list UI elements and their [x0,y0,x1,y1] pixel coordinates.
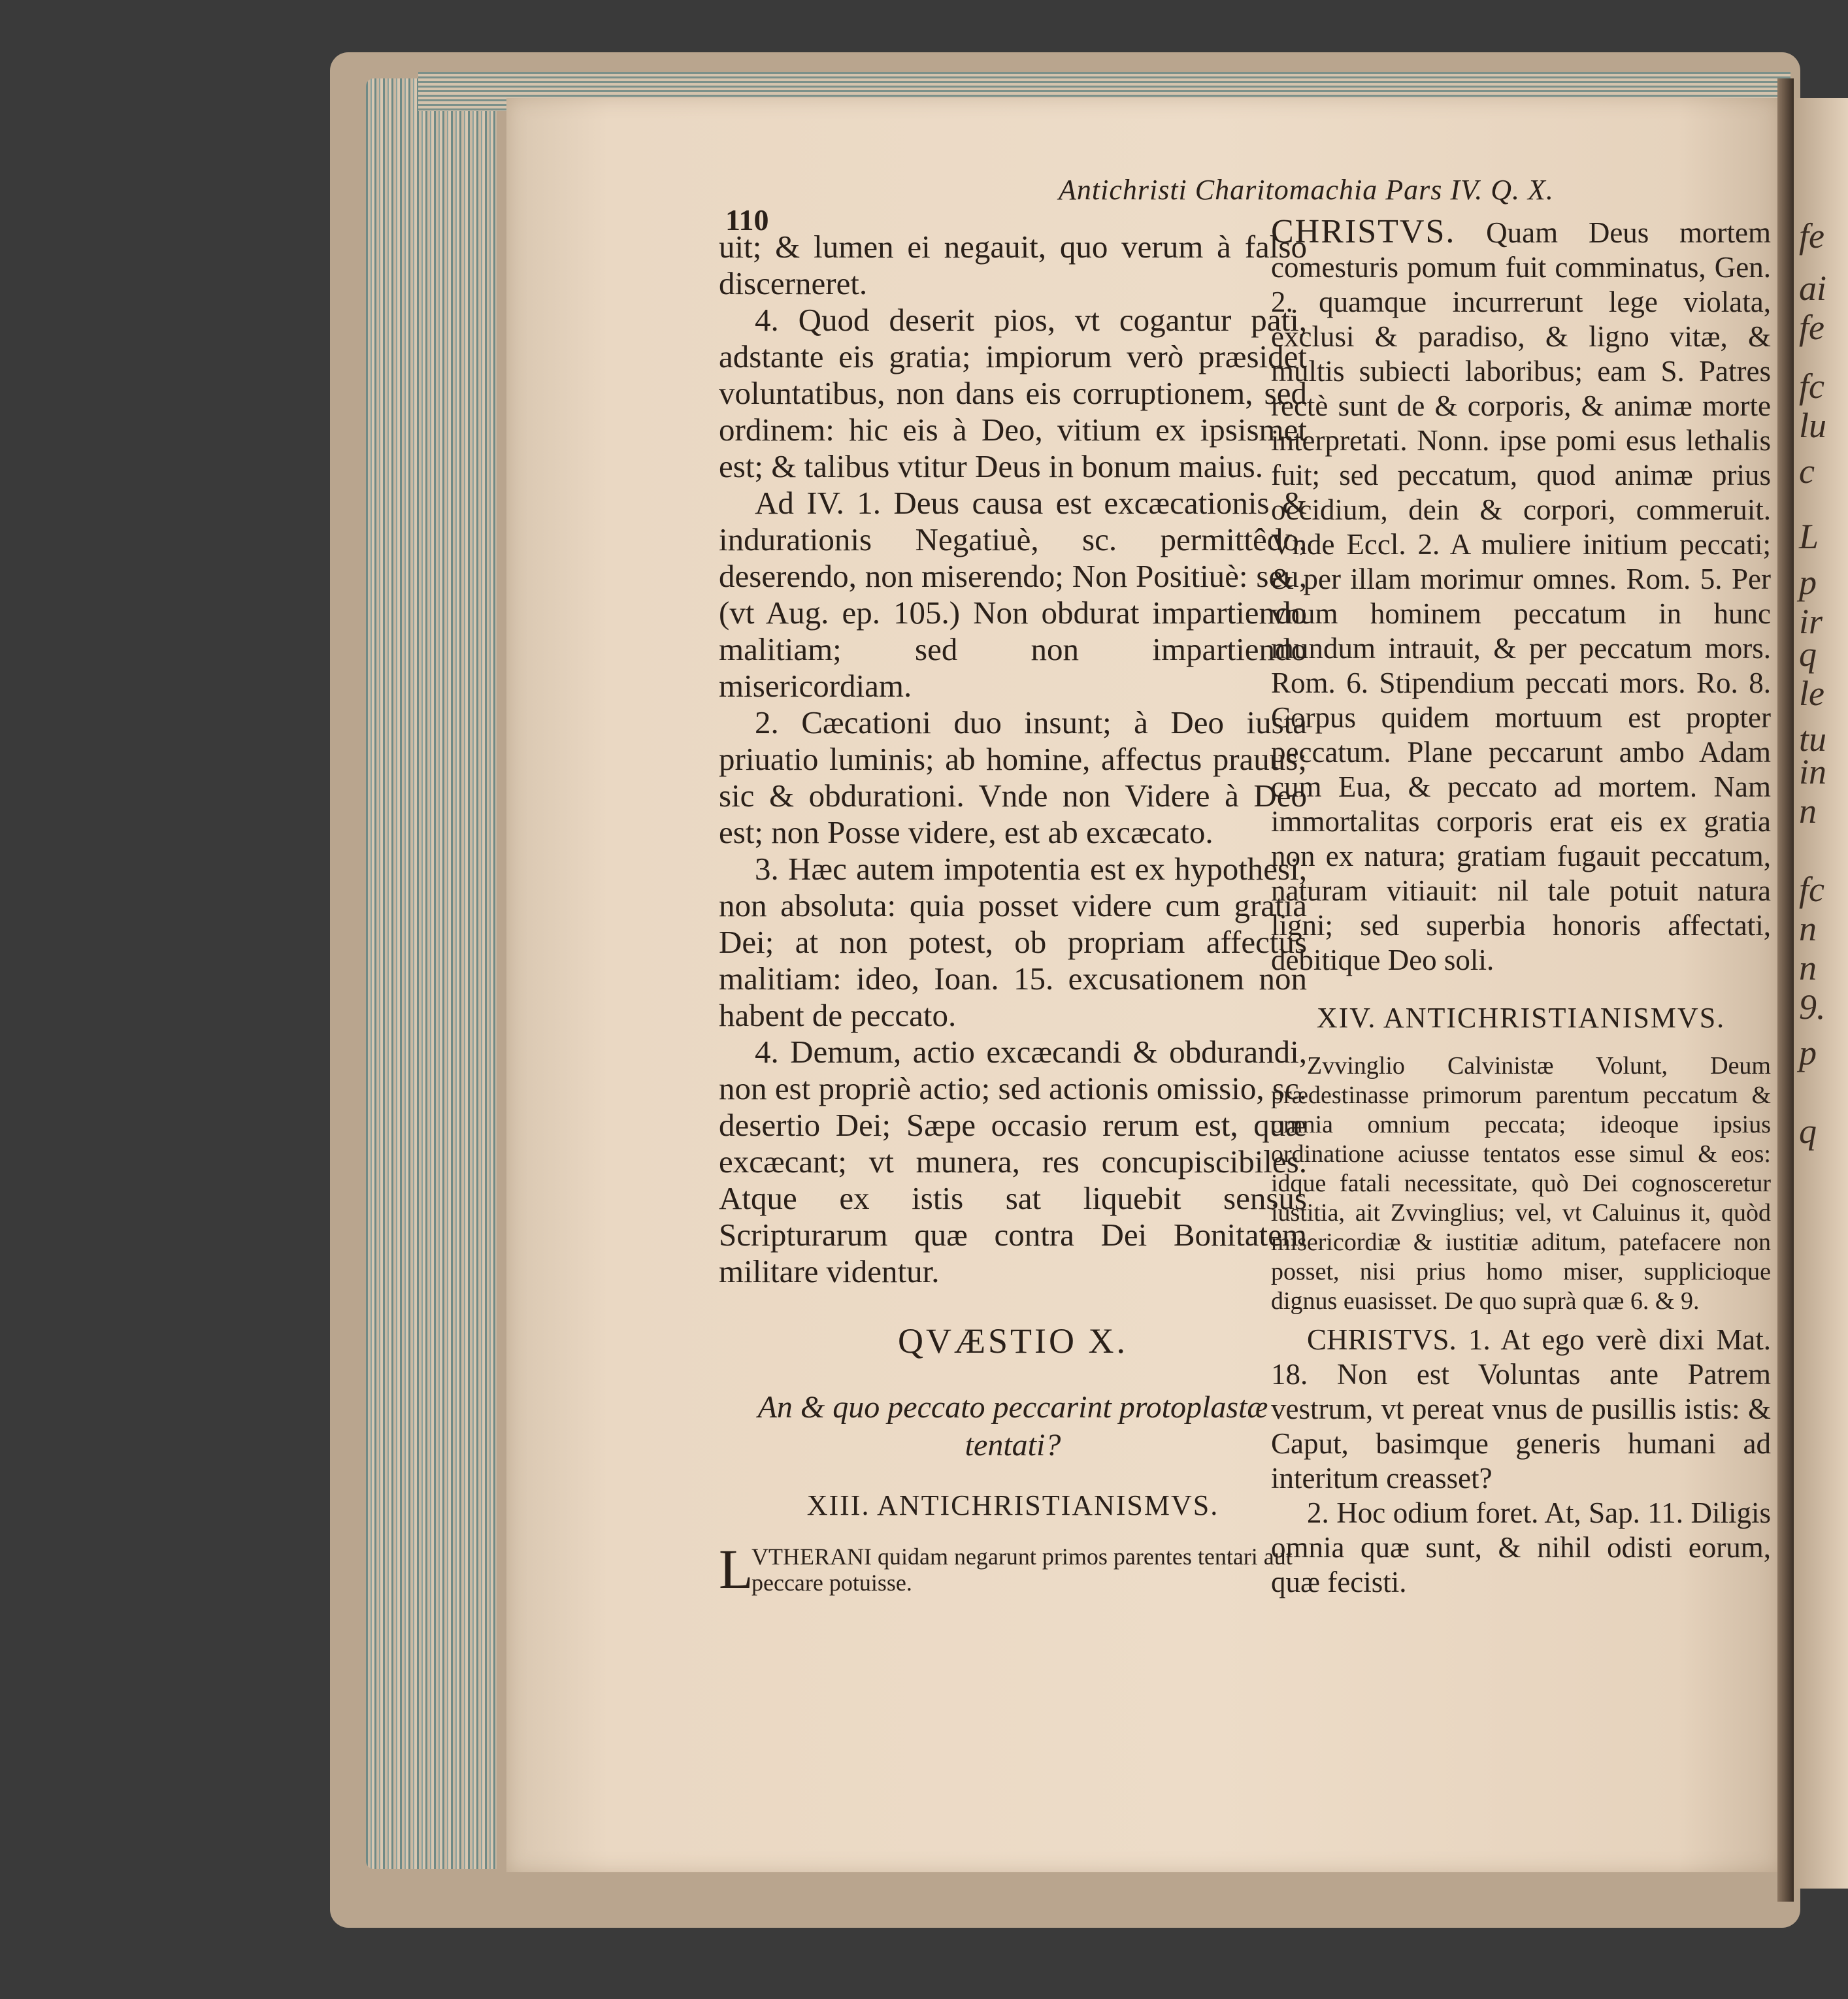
facing-page-fragment: ai [1799,269,1827,308]
facing-page-fragment: n [1799,791,1817,831]
page-edges-side [366,78,497,1869]
facing-page-fragment: fc [1799,367,1824,406]
right-paragraph: 2. Hoc odium foret. At, Sap. 11. Diligis omnia quæ sunt, & nihil odisti eorum, quæ fecisti. [1271,1496,1771,1598]
small-paragraph: Zvvinglio Calvinistæ Volunt, Deum prædestinasse primorum parentum peccatum & omnia omnium peccata; ideoque ipsius ordinatione aciusse tentatos esse simul & eos: idque fatali necessitate, quò Dei cognosceretur iustitia, ait Zvvinglius; vel, vt Caluinus it, quòd misericordiæ & iustitiæ aditum, patefacere non posset, nisi prius homo miser, supplicioque dignus euasisset. De quo suprà quæ 6. & 9. [1271,1052,1771,1315]
question-subtitle: An & quo peccato peccarint protoplastæ tentati? [757,1390,1268,1462]
facing-page-fragment: fc [1799,870,1824,909]
left-column [719,229,1307,1600]
section-heading: XIII. ANTICHRISTIANISMVS. [806,1489,1219,1521]
running-head: Antichristi Charitomachia Pars IV. Q. X. [1059,174,1554,206]
left-paragraph: 3. Hæc autem impotentia est ex hypothesi, non absoluta: quia posset videre cum gratia Dei; at non potest, ob propriam affectus malitiam: ideo, Ioan. 15. excusationem non habent de peccato. [719,851,1307,1033]
facing-page-fragment: fe [1799,308,1824,347]
left-paragraph: 4. Quod deserit pios, vt cogantur pati, adstante eis gratia; impiorum verò præsidet voluntatibus, non dans eis corruptionem, sed ordinem: hic eis à Deo, vitium ex ipsismet est; & talibus vtitur Deus in bonum maius. [719,302,1307,484]
christus-heading: CHRISTVS. [1271,213,1456,250]
right-column [1271,214,1771,1600]
facing-page-fragment: c [1799,452,1815,491]
facing-page-fragment: le [1799,674,1824,713]
facing-page-fragment: L [1799,517,1819,556]
right-paragraph: 1. At ego verè dixi Mat. 18. Non est Voluntas ante Patrem vestrum, vt pereat vnus de pusillis istis: & Caput, basimque generis humani ad interitum creasset? [1271,1323,1772,1495]
drop-capital: L [719,1538,753,1600]
facing-page-fragment: 9. [1799,987,1826,1027]
facing-page-fragment: in [1799,752,1827,791]
facing-page-edge [1794,98,1848,1889]
book-gutter [1777,78,1794,1902]
facing-page-fragment: fe [1799,216,1824,256]
opening-paragraph [719,1538,1307,1600]
christus-heading: CHRISTVS. [1307,1323,1457,1356]
left-paragraph: 4. Demum, actio excæcandi & obdurandi, non est propriè actio; sed actionis omissio, sc. desertio Dei; Sæpe occasio rerum est, quæ excæcant; vt munera, res concupiscibiles. Atque ex istis sat liquebit sensus Scripturarum quæ contra Dei Bonitatem militare videntur. [719,1034,1307,1289]
facing-page-fragment: ir [1799,602,1823,641]
opening-text: VTHERANI quidam negarunt primos parentes tentari aut peccare potuisse. [751,1544,1293,1596]
facing-page-fragment: tu [1799,719,1827,759]
facing-page-fragment: p [1799,1033,1817,1072]
folio-number: 110 [725,203,769,237]
left-paragraph: 2. Cæcationi duo insunt; à Deo iusta priuatio luminis; ab homine, affectus prauus; sic & obdurationi. Vnde non Videre à Deo est; non Posse videre, est ab excæcato. [719,704,1307,850]
section-heading: XIV. ANTICHRISTIANISMVS. [1316,1002,1726,1034]
facing-page-fragment: q [1799,1112,1817,1151]
facing-page-fragment: p [1799,563,1817,602]
left-paragraph: Ad IV. 1. Deus causa est excæcationis & indurationis Negatiuè, sc. permittêdo, deserendo, non miserendo; Non Positiuè: seu, (vt Aug. ep. 105.) Non obdurat impartiendo malitiam; sed non impartiendo misericordiam. [719,485,1307,704]
question-title: QVÆSTIO X. [897,1321,1128,1361]
facing-page-fragment: n [1799,948,1817,987]
right-paragraph: Quam Deus mortem comesturis pomum fuit comminatus, Gen. 2. quamque incurrerunt lege violata, exclusi & paradiso, & ligno vitæ, & multis subiecti laboribus; eam S. Patres rectè sunt de & corporis, & animæ morte interpretati. Nonn. ipse pomi esus lethalis fuit; sed peccatum, quod animæ prius occidium, dein & corpori, commeruit. Vnde Eccl. 2. A muliere initium peccati; & per illam morimur omnes. Rom. 5. Per vnum hominem peccatum in hunc mundum intrauit, & per peccatum mors. Rom. 6. Stipendium peccati mors. Ro. 8. Corpus quidem mortuum est propter peccatum. Plane peccarunt ambo Adam cum Eua, & peccato ad mortem. Nam immortalitas corporis erat eis ex gratia non ex natura; gratiam fugauit peccatum, naturam vitiauit: nil tale potuit natura ligni; sed superbia honoris affectati, debitique Deo soli. [1271,216,1772,976]
facing-page-fragment: n [1799,909,1817,948]
facing-page-fragment: q [1799,635,1817,674]
facing-page-fragment: lu [1799,406,1827,445]
left-paragraph: uit; & lumen ei negauit, quo verum à falso discerneret. [719,229,1307,301]
